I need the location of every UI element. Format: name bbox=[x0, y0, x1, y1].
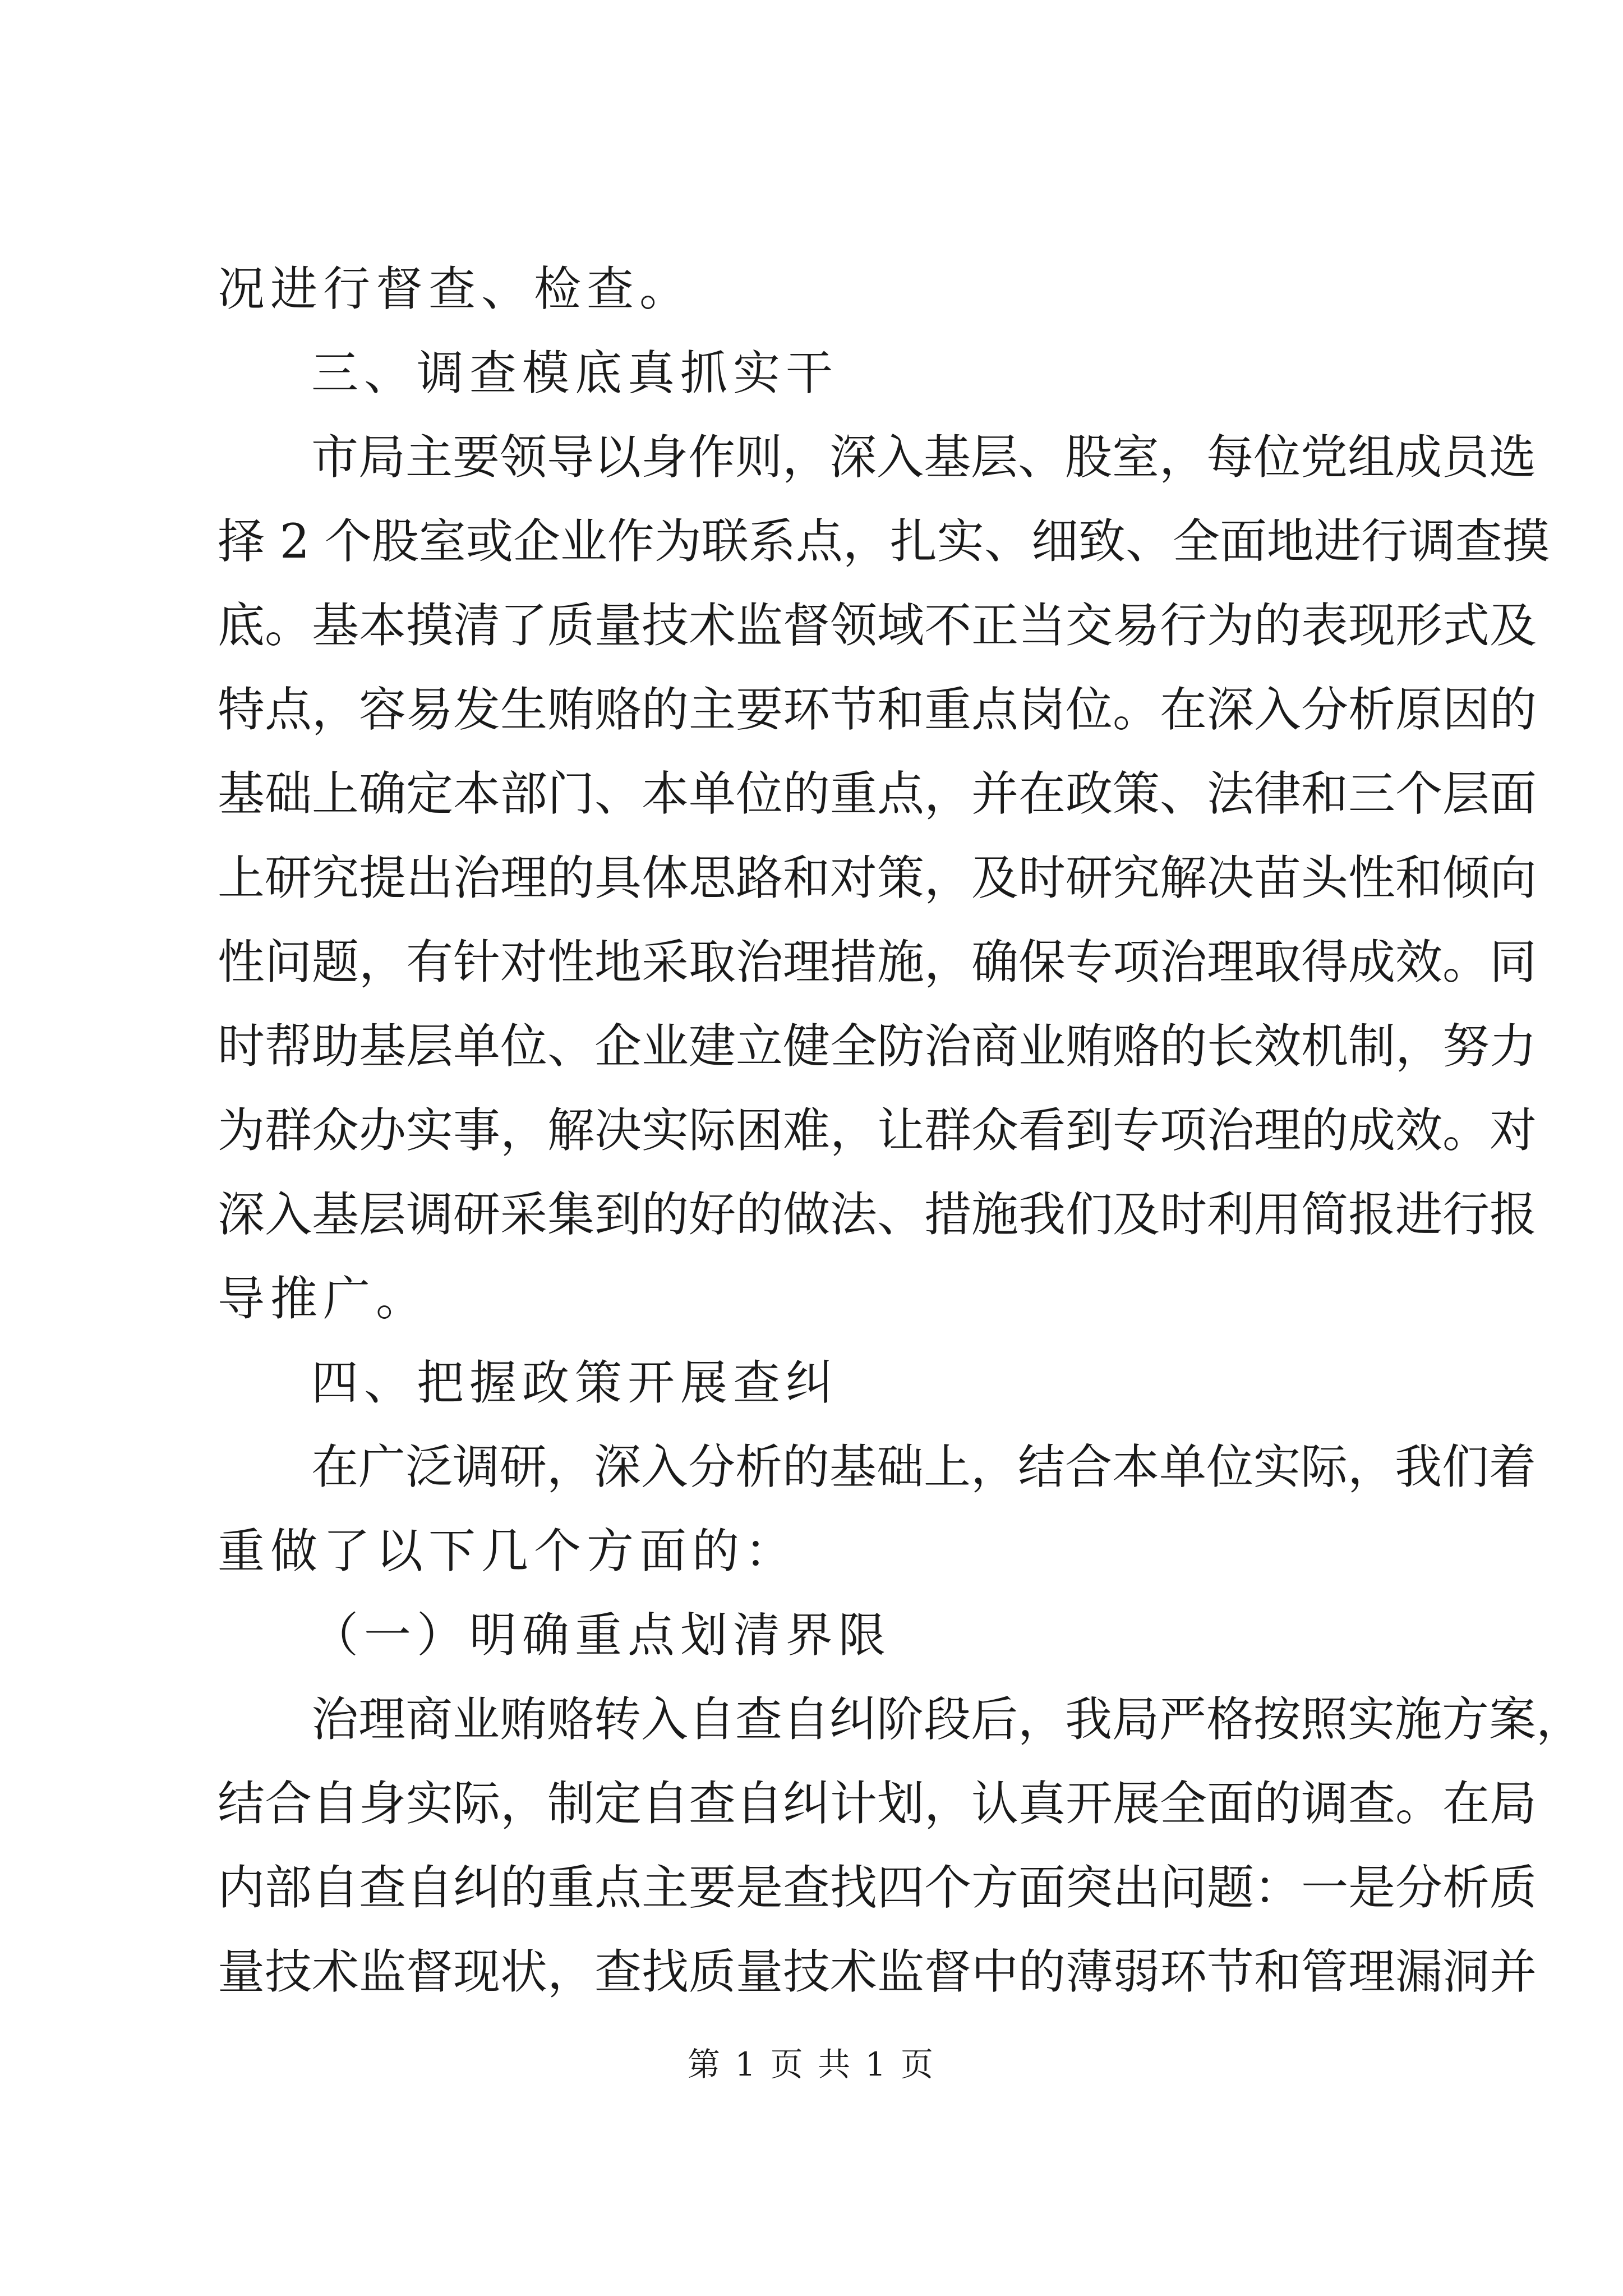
text-line: 结合自身实际，制定自查自纠计划，认真开展全面的调查。在局 bbox=[218, 1776, 1537, 1831]
text-line: 在广泛调研，深入分析的基础上，结合本单位实际，我们着 bbox=[311, 1439, 1537, 1494]
text-line: 况进行督查、检查。 bbox=[218, 261, 693, 316]
text-line: 特点，容易发生贿赂的主要环节和重点岗位。在深入分析原因的 bbox=[218, 682, 1537, 737]
text-line: 底。基本摸清了质量技术监督领域不正当交易行为的表现形式及 bbox=[218, 598, 1537, 653]
section-heading: 三、调查模底真抓实干 bbox=[311, 346, 839, 401]
subsection-heading: （一）明确重点划清界限 bbox=[311, 1608, 892, 1663]
page-number-footer: 第 1 页 共 1 页 bbox=[688, 2045, 935, 2083]
text-line: 量技术监督现状，查找质量技术监督中的薄弱环节和管理漏洞并 bbox=[218, 1944, 1537, 1999]
text-line: 性问题，有针对性地采取治理措施，确保专项治理取得成效。同 bbox=[218, 935, 1537, 990]
text-line: 市局主要领导以身作则，深入基层、股室，每位党组成员选 bbox=[311, 430, 1537, 485]
text-line: 时帮助基层单位、企业建立健全防治商业贿赂的长效机制，努力 bbox=[218, 1019, 1537, 1074]
text-line: 为群众办实事，解决实际困难，让群众看到专项治理的成效。对 bbox=[218, 1103, 1537, 1158]
text-line: 深入基层调研采集到的好的做法、措施我们及时利用简报进行报 bbox=[218, 1187, 1537, 1242]
text-line: 导推广。 bbox=[218, 1271, 429, 1326]
text-line: 基础上确定本部门、本单位的重点，并在政策、法律和三个层面 bbox=[218, 766, 1537, 821]
text-line: 治理商业贿赂转入自查自纠阶段后，我局严格按照实施方案， bbox=[311, 1692, 1584, 1747]
text-line: 重做了以下几个方面的： bbox=[218, 1524, 798, 1579]
section-heading: 四、把握政策开展查纠 bbox=[311, 1355, 839, 1410]
text-line: 择 2 个股室或企业作为联系点，扎实、细致、全面地进行调查摸 bbox=[218, 514, 1550, 569]
text-line: 内部自查自纠的重点主要是查找四个方面突出问题：一是分析质 bbox=[218, 1860, 1537, 1915]
text-line: 上研究提出治理的具体思路和对策，及时研究解决苗头性和倾向 bbox=[218, 850, 1537, 905]
